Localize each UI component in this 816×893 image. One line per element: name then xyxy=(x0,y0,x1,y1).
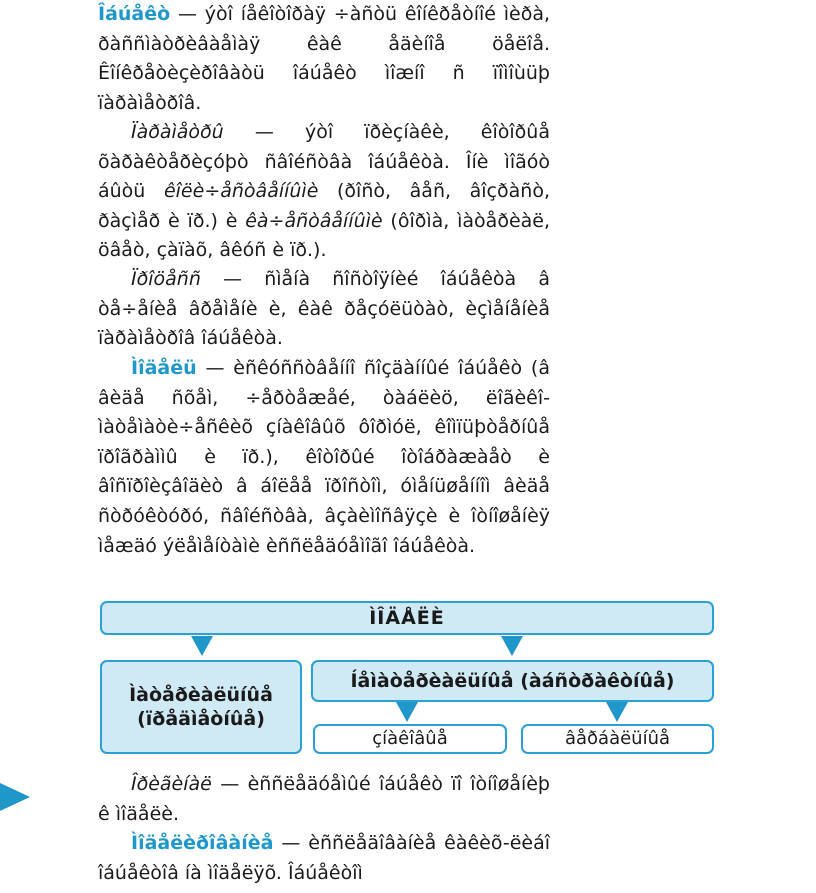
term-modeling: Ìîäåëèðîâàíèå xyxy=(131,832,274,854)
term-process: Ïðîöåññ xyxy=(131,268,201,290)
definition-process xyxy=(98,265,550,354)
definition-modeling xyxy=(98,829,550,888)
definition-process-text: — ñìåíà ñîñòîÿíèé îáúåêòà â òå÷åíèå âðåìåíè è, êàê ðåçóëüòàò, èçìåíåíèå ïàðàìåòðîâ îáúåêòà. xyxy=(98,268,550,350)
qualitative-label: êà÷åñòâåííûìè xyxy=(245,209,383,232)
section-marker-icon xyxy=(0,783,30,811)
diagram-material-box xyxy=(100,660,302,754)
quantitative-label: êîëè÷åñòâåííûìè xyxy=(163,180,319,203)
definition-parameters-text-c: (ôîðìà, ìàòåðèàë, öâåò, çàïàõ, âêóñ è ïð.). xyxy=(98,209,551,262)
diagram-sign-box: çíàêîâûå xyxy=(313,724,507,754)
term-object: Îáúåêò xyxy=(98,3,171,25)
diagram-verbal-box: âåðáàëüíûå xyxy=(521,724,714,754)
definition-object-text: — ýòî íåêîòîðàÿ ÷àñòü êîíêðåòíîé ìèðà, ðàññìàòðèâàåìàÿ êàê åäèíîå öåëîå. Êîíêðåòèçèðîâàòü îáúåêò ìîæíî ñ ïîìîùüþ ïàðàìåòðîâ. xyxy=(98,3,550,114)
term-original: Îðèãèíàë xyxy=(131,773,212,795)
definition-model-text: — èñêóññòâåííî ñîçäàííûé îáúåêò (â âèäå ñõåì, ÷åðòåæåé, òàáëèö, ëîãèêî-ìàòåìàòè÷åñêèõ çíàêîâûõ ôîðìóë, êîìïüþòåðíûå ïðîãðàììû è ïð.), êîòîðûé îòîáðàæàåò è âîñïðîèçâîäèò â áîëåå ïðîñòîì, óìåíüøåííîì âèäå ñòðóêòóðó, ñâîéñòâà, âçàèìîñâÿçè è îòíîøåíèÿ ìåæäó ýëåìåíòàìè èññëåäóåìîãî îáúåêòà. xyxy=(98,357,550,557)
definition-parameters xyxy=(98,118,550,266)
definition-parameters-text-b: (ðîñò, âåñ, âîçðàñò, ðàçìåð è ïð.) è xyxy=(98,180,550,232)
term-model: Ìîäåëü xyxy=(131,357,197,379)
diagram-models-box: ÌÎÄÅËÈ xyxy=(100,601,714,635)
definition-modeling-text: — èññëåäîâàíèå êàêèõ-ëèáî îáúåêòîâ íà ìîäåëÿõ. Îáúåêòîì xyxy=(98,832,550,884)
definition-original-text: — èññëåäóåìûé îáúåêò ïî îòíîøåíèþ ê ìîäåëè. xyxy=(98,773,550,825)
arrow-down-icon xyxy=(501,636,523,656)
term-parameters: Ïàðàìåòðû xyxy=(131,121,224,143)
material-sublabel: (ïðåäìåòíûå) xyxy=(137,708,265,730)
arrow-down-icon xyxy=(396,702,418,722)
diagram-abstract-box: Íåìàòåðèàëüíûå (àáñòðàêòíûå) xyxy=(311,660,714,702)
arrow-down-icon xyxy=(191,636,213,656)
arrow-down-icon xyxy=(606,702,628,722)
definition-object xyxy=(98,0,550,118)
material-label: Ìàòåðèàëüíûå xyxy=(129,684,273,706)
definition-original xyxy=(98,770,550,829)
definition-model xyxy=(98,354,550,561)
definition-parameters-text-a: — ýòî ïðèçíàêè, êîòîðûå õàðàêòåðèçóþò ñâîéñòâà îáúåêòà. Îíè ìîãóò áûòü xyxy=(98,121,550,203)
